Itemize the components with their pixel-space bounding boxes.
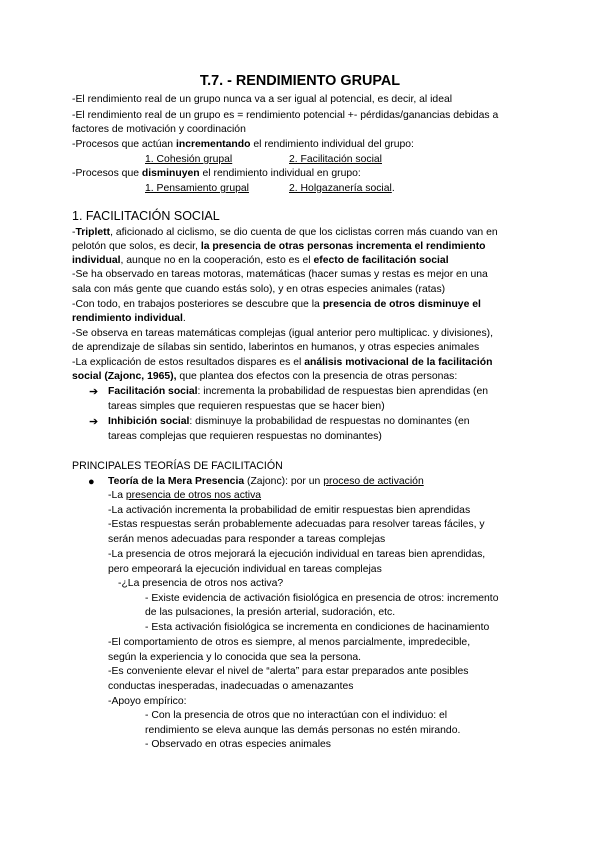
theory-line: conductas inesperadas, inadecuadas o amenazantes: [108, 681, 354, 692]
theory-question: -¿La presencia de otros nos activa?: [118, 578, 284, 589]
list-item-inhibition: Inhibición social: disminuye la probabilidad de respuestas no dominantes (en: [108, 416, 470, 427]
theory-line: -Es conveniente elevar el nivel de “alerta” para estar preparados ante posibles: [108, 666, 469, 677]
paragraph-line: sala con más gente que cuando estás solo), y en otras especies animales (ratas): [72, 284, 446, 295]
page-title: T.7. - RENDIMIENTO GRUPAL: [199, 73, 401, 89]
theory-title: Teoría de la Mera Presencia (Zajonc): por un proceso de activación: [108, 476, 424, 487]
sub-item-line: rendimiento se eleva aunque las demás personas no estén mirando.: [145, 725, 461, 736]
paragraph-line: pelotón que solos, es decir, la presencia de otras personas incrementa el rendimiento: [72, 241, 486, 252]
theory-line: -Apoyo empírico:: [108, 696, 187, 707]
list-item-facilitation-cont: tareas simples que requieren respuestas que se hacer bien): [108, 401, 385, 412]
decrement-item-loafing: 2. Holgazanería social.: [289, 183, 395, 194]
paragraph-line: -Se observa en tareas matemáticas complejas (igual anterior pero multiplicac. y divisiones),: [72, 328, 494, 339]
sub-item-line: de las pulsaciones, la presión arterial, sudoración, etc.: [145, 607, 396, 618]
paragraph-line: de aprendizaje de sílabas sin sentido, laberintos en humanos, y otras especies animales: [72, 342, 480, 353]
sub-item-line: - Existe evidencia de activación fisiológica en presencia de otros: incremento: [145, 593, 499, 604]
theory-line: -La activación incrementa la probabilidad de emitir respuestas bien aprendidas: [108, 505, 471, 516]
section-heading-theories: PRINCIPALES TEORÍAS DE FACILITACIÓN: [72, 460, 283, 472]
theory-line: pero empeorará la ejecución individual en tareas complejas: [108, 564, 382, 575]
intro-decrement-line: -Procesos que disminuyen el rendimiento individual en grupo:: [72, 168, 361, 179]
arrow-bullet-icon: ➔: [89, 416, 99, 428]
paragraph-line: -La explicación de estos resultados dispares es el análisis motivacional de la facilitación: [72, 357, 493, 368]
sub-item-line: - Esta activación fisiológica se incrementa en condiciones de hacinamiento: [145, 622, 490, 633]
theory-line: -El comportamiento de otros es siempre, al menos parcialmente, impredecible,: [108, 637, 471, 648]
intro-increment-line: -Procesos que actúan incrementando el rendimiento individual del grupo:: [72, 139, 414, 150]
intro-line: factores de motivación y coordinación: [72, 124, 246, 135]
theory-line: serán menos adecuadas para responder a tareas complejas: [108, 534, 386, 545]
theory-line: -Estas respuestas serán probablemente adecuadas para resolver tareas fáciles, y: [108, 519, 485, 530]
increment-item-cohesion: 1. Cohesión grupal: [145, 154, 233, 165]
theory-line: -La presencia de otros nos activa: [108, 490, 262, 501]
intro-line: -El rendimiento real de un grupo es = rendimiento potencial +- pérdidas/ganancias debidas a: [72, 110, 499, 121]
paragraph-line: -Triplett, aficionado al ciclismo, se dio cuenta de que los ciclistas corren más cuando van en: [72, 227, 498, 238]
paragraph-line: rendimiento individual.: [72, 313, 186, 324]
paragraph-line: individual, aunque no en la cooperación, esto es el efecto de facilitación social: [72, 255, 449, 266]
arrow-bullet-icon: ➔: [89, 386, 99, 398]
section-heading-facilitation: 1. FACILITACIÓN SOCIAL: [72, 209, 220, 223]
list-item-facilitation: Facilitación social: incrementa la probabilidad de respuestas bien aprendidas (en: [108, 386, 489, 397]
bullet-dot-icon: ●: [88, 476, 95, 488]
paragraph-line: -Con todo, en trabajos posteriores se descubre que la presencia de otros disminuye el: [72, 299, 481, 310]
paragraph-line: social (Zajonc, 1965), que plantea dos efectos con la presencia de otras personas:: [72, 371, 458, 382]
sub-item-line: - Con la presencia de otros que no interactúan con el individuo: el: [145, 710, 448, 721]
list-item-inhibition-cont: tareas complejas que requieren respuestas no dominantes): [108, 431, 382, 442]
theory-line: según la experiencia y lo conocida que sea la persona.: [108, 652, 362, 663]
theory-line: -La presencia de otros mejorará la ejecución individual en tareas bien aprendidas,: [108, 549, 486, 560]
sub-item-line: - Observado en otras especies animales: [145, 739, 331, 750]
intro-line: -El rendimiento real de un grupo nunca va a ser igual al potencial, es decir, al ideal: [72, 94, 453, 105]
increment-item-facilitation: 2. Facilitación social: [289, 154, 382, 165]
paragraph-line: -Se ha observado en tareas motoras, matemáticas (hacer sumas y restas es mejor en una: [72, 269, 488, 280]
decrement-item-groupthink: 1. Pensamiento grupal: [145, 183, 249, 194]
